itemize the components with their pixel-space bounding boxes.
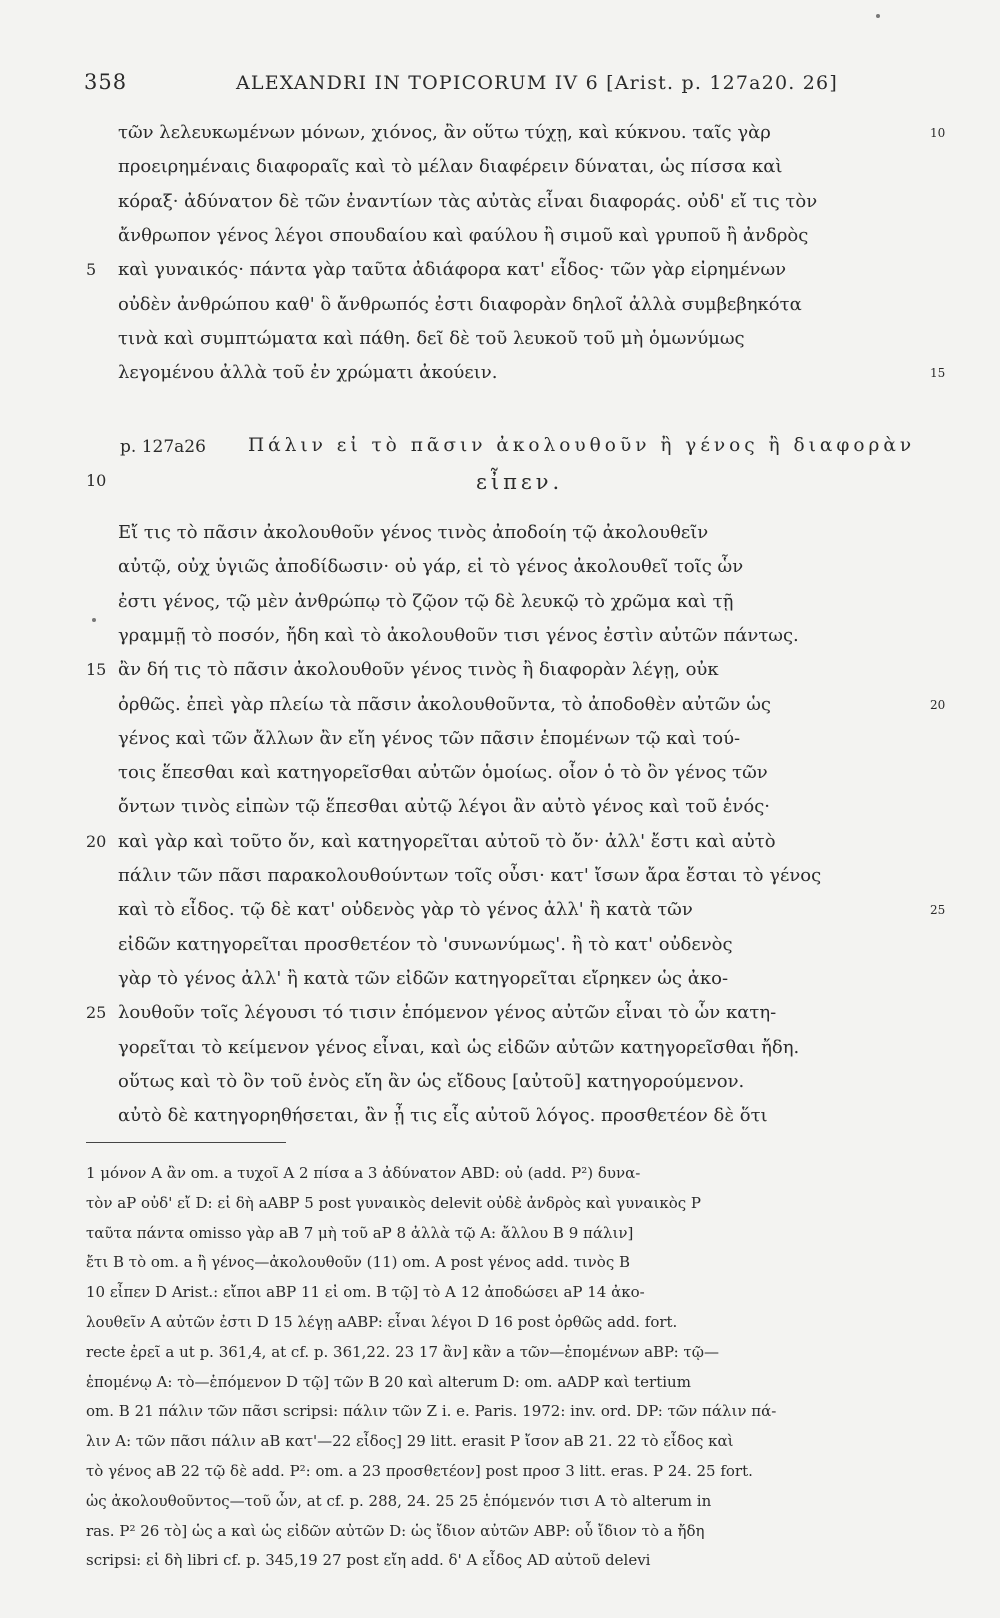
footnote-line: ὡς ἀκολουθοῦντος—τοῦ ὧν, at cf. p. 288, 24. 25 25 ἑπόμενόν τισι A τὸ alterum in xyxy=(86,1491,712,1510)
text-line: ἐστι γένος, τῷ μὲν ἀνθρώπῳ τὸ ζῷον τῷ δὲ λευκῷ τὸ χρῶμα καὶ τῇ xyxy=(118,590,734,612)
running-title: ALEXANDRI IN TOPICORUM IV 6 [Arist. p. 127a20. 26] xyxy=(236,72,838,94)
text-line: καὶ γὰρ καὶ τοῦτο ὄν, καὶ κατηγορεῖται αὐτοῦ τὸ ὄν· ἀλλ' ἔστι καὶ αὐτὸ xyxy=(118,830,776,852)
text-line: ἂν δή τις τὸ πᾶσιν ἀκολουθοῦν γένος τινὸς ἢ διαφορὰν λέγῃ, οὐκ xyxy=(118,659,719,681)
text-line: προειρημέναις διαφοραῖς καὶ τὸ μέλαν διαφέρειν δύναται, ὡς πίσσα καὶ xyxy=(118,156,783,178)
text-line: γὰρ τὸ γένος ἀλλ' ἢ κατὰ τῶν εἰδῶν κατηγορεῖται εἴρηκεν ὡς ἀκο- xyxy=(118,967,729,989)
footnote-rule xyxy=(86,1142,286,1143)
footnote-line: ras. P² 26 τὸ] ὡς a καὶ ὡς εἰδῶν αὐτῶν D: ὡς ἴδιον αὐτῶν ABP: οὗ ἴδιον τὸ a ἤδη xyxy=(86,1521,705,1540)
text-line: τῶν λελευκωμένων μόνων, χιόνος, ἂν οὕτω τύχῃ, καὶ κύκνου. ταῖς γὰρ xyxy=(118,122,771,143)
text-line: Εἴ τις τὸ πᾶσιν ἀκολουθοῦν γένος τινὸς ἀποδοίη τῷ ἀκολουθεῖν xyxy=(118,522,709,543)
text-line: γένος καὶ τῶν ἄλλων ἂν εἴη γένος τῶν πᾶσιν ἑπομένων τῷ καὶ τού- xyxy=(118,727,741,749)
text-line: αὐτῷ, οὐχ ὑγιῶς ἀποδίδωσιν· οὐ γάρ, εἰ τὸ γένος ἀκολουθεῖ τοῖς ὧν xyxy=(118,556,744,578)
page-number: 358 xyxy=(84,70,128,94)
text-line: εἰδῶν κατηγορεῖται προσθετέον τὸ 'συνωνύμως'. ἢ τὸ κατ' οὐδενὸς xyxy=(118,933,733,955)
footnote-line: 1 μόνον A ἂν om. a τυχοῖ A 2 πίσα a 3 ἀδύνατον ABD: οὐ (add. P²) δυνα- xyxy=(86,1164,641,1182)
text-line: πάλιν τῶν πᾶσι παρακολουθούντων τοῖς οὖσι· κατ' ἴσων ἄρα ἔσται τὸ γένος xyxy=(118,865,822,886)
line-number-left: 25 xyxy=(86,1003,107,1023)
footnote-line: scripsi: εἰ δὴ libri cf. p. 345,19 27 post εἴη add. δ' A εἶδος AD αὐτοῦ delevi xyxy=(86,1551,651,1570)
page-header xyxy=(84,70,924,100)
footnote-line: ἔτι B τὸ om. a ἢ γένος—ἀκολουθοῦν (11) om. A post γένος add. τινὸς B xyxy=(86,1253,631,1272)
margin-dot xyxy=(92,618,96,622)
footnote-line: λιν A: τῶν πᾶσι πάλιν aB κατ'—22 εἶδος] 29 litt. erasit P ἴσον aB 21. 22 τὸ εἶδος καὶ xyxy=(86,1432,734,1451)
text-line: καὶ γυναικός· πάντα γὰρ ταῦτα ἀδιάφορα κατ' εἶδος· τῶν γὰρ εἰρημένων xyxy=(118,259,787,281)
text-line: οὐδὲν ἀνθρώπου καθ' ὃ ἄνθρωπός ἐστι διαφορὰν δηλοῖ ἀλλὰ συμβεβηκότα xyxy=(118,293,802,315)
footnote-line: τὸν aP οὐδ' εἴ D: εἰ δὴ aABP 5 post γυναικὸς delevit οὐδὲ ἀνδρὸς καὶ γυναικὸς P xyxy=(86,1193,701,1212)
line-number-right: 20 xyxy=(930,697,946,712)
footnote-line: recte ἐρεῖ a ut p. 361,4, at cf. p. 361,22. 23 17 ἂν] κἂν a τῶν—ἑπομένων aBP: τῷ— xyxy=(86,1342,719,1361)
text-line: γραμμῇ τὸ ποσόν, ἤδη καὶ τὸ ἀκολουθοῦν τισι γένος ἐστὶν αὐτῶν πάντως. xyxy=(118,624,799,646)
text-line: οὕτως καὶ τὸ ὂν τοῦ ἑνὸς εἴη ἂν ὡς εἴδους [αὐτοῦ] κατηγορούμενον. xyxy=(118,1070,745,1092)
text-line: γορεῖται τὸ κείμενον γένος εἶναι, καὶ ὡς εἰδῶν αὐτῶν κατηγορεῖσθαι ἤδη. xyxy=(118,1036,800,1058)
line-number-left: 20 xyxy=(86,831,107,851)
text-line: τοις ἕπεσθαι καὶ κατηγορεῖσθαι αὐτῶν ὁμοίως. οἷον ὁ τὸ ὂν γένος τῶν xyxy=(118,762,768,784)
text-line: καὶ τὸ εἶδος. τῷ δὲ κατ' οὐδενὸς γὰρ τὸ γένος ἀλλ' ἢ κατὰ τῶν xyxy=(118,899,693,921)
text-line: λεγομένου ἀλλὰ τοῦ ἐν χρώματι ἀκούειν. xyxy=(118,362,498,384)
section-heading-end: εἶπεν. xyxy=(476,470,564,494)
line-number-right: 10 xyxy=(930,126,946,140)
margin-dot xyxy=(876,14,880,18)
line-number-left: 15 xyxy=(86,660,107,680)
footnote-line: τὸ γένος aB 22 τῷ δὲ add. P²: om. a 23 προσθετέον] post προσ 3 litt. eras. P 24. 25 fort. xyxy=(86,1462,753,1480)
footnote-line: 10 εἶπεν D Arist.: εἴποι aBP 11 εἰ om. B τῷ] τὸ A 12 ἀποδώσει aP 14 ἀκο- xyxy=(86,1283,645,1302)
text-line: λουθοῦν τοῖς λέγουσι τό τισιν ἑπόμενον γένος αὐτῶν εἶναι τὸ ὧν κατη- xyxy=(118,1002,777,1024)
line-number-right: 25 xyxy=(930,903,946,918)
line-number-left: 5 xyxy=(86,260,97,280)
footnote-line: ἑπομένῳ A: τὸ—ἑπόμενον D τῷ] τῶν B 20 καὶ alterum D: om. aADP καὶ tertium xyxy=(86,1372,691,1391)
section-heading: Πάλιν εἰ τὸ πᾶσιν ἀκολουθοῦν ἢ γένος ἢ διαφορὰν xyxy=(248,435,916,456)
text-line: τινὰ καὶ συμπτώματα καὶ πάθη. δεῖ δὲ τοῦ λευκοῦ τοῦ μὴ ὁμωνύμως xyxy=(118,327,745,349)
line-number-right: 15 xyxy=(930,366,946,381)
footnote-line: ταῦτα πάντα omisso γὰρ aB 7 μὴ τοῦ aP 8 ἀλλὰ τῷ A: ἄλλου B 9 πάλιν] xyxy=(86,1223,634,1242)
line-number-left: 10 xyxy=(86,471,107,490)
footnote-line: λουθεῖν A αὐτῶν ἐστι D 15 λέγῃ aABP: εἶναι λέγοι D 16 post ὀρθῶς add. fort. xyxy=(86,1313,678,1331)
text-line: ἄνθρωπον γένος λέγοι σπουδαίου καὶ φαύλου ἢ σιμοῦ καὶ γρυποῦ ἢ ἀνδρὸς xyxy=(118,224,809,246)
text-line: αὐτὸ δὲ κατηγορηθήσεται, ἂν ᾖ τις εἷς αὐτοῦ λόγος. προσθετέον δὲ ὅτι xyxy=(118,1105,768,1127)
section-reference: p. 127a26 xyxy=(120,437,206,457)
text-line: ὄντων τινὸς εἰπὼν τῷ ἕπεσθαι αὐτῷ λέγοι ἂν αὐτὸ γένος καὶ τοῦ ἑνός· xyxy=(118,796,771,818)
text-line: ὀρθῶς. ἐπεὶ γὰρ πλείω τὰ πᾶσιν ἀκολουθοῦντα, τὸ ἀποδοθὲν αὐτῶν ὡς xyxy=(118,693,771,715)
footnote-line: om. B 21 πάλιν τῶν πᾶσι scripsi: πάλιν τῶν Z i. e. Paris. 1972: inv. ord. DP: τῶν πάλιν πά- xyxy=(86,1402,777,1421)
text-line: κόραξ· ἀδύνατον δὲ τῶν ἐναντίων τὰς αὐτὰς εἶναι διαφοράς. οὐδ' εἴ τις τὸν xyxy=(118,190,818,212)
